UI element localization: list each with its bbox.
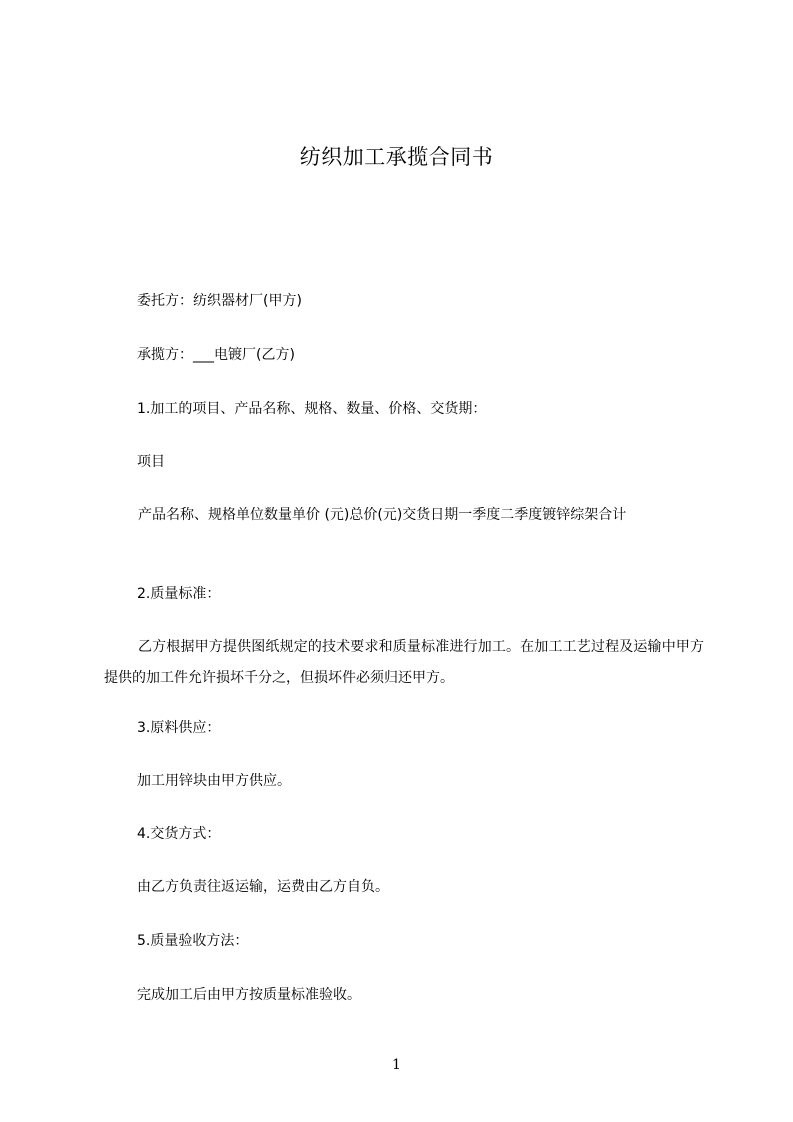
item-table-text: 产品名称、规格单位数量单价 (元)总价(元)交货日期一季度二季度镀锌综架合计 xyxy=(138,507,627,523)
item-label: 项目 xyxy=(137,454,165,470)
section-1-heading: 1.加工的项目、产品名称、规格、数量、价格、交货期： xyxy=(137,401,487,417)
client-line: 委托方：纺织器材厂(甲方) xyxy=(137,293,302,309)
section-4-body: 由乙方负责往返运输，运费由乙方自负。 xyxy=(137,879,389,895)
page-number: 1 xyxy=(392,1057,401,1073)
section-3-body: 加工用锌块由甲方供应。 xyxy=(137,773,291,789)
section-2-body: 乙方根据甲方提供图纸规定的技术要求和质量标准进行加工。在加工工艺过程及运输中甲方提供的加工件允许损坏千分之，但损坏件必须归还甲方。 xyxy=(104,639,704,686)
document-title: 纺织加工承揽合同书 xyxy=(299,145,494,169)
contractor-line: 承揽方：___电镀厂(乙方) xyxy=(137,347,295,363)
section-4-heading: 4.交货方式： xyxy=(137,826,221,842)
section-3-heading: 3.原料供应： xyxy=(137,720,221,736)
section-5-body: 完成加工后由甲方按质量标准验收。 xyxy=(137,987,361,1003)
section-5-heading: 5.质量验收方法： xyxy=(137,933,249,949)
section-2-heading: 2.质量标准： xyxy=(137,586,221,602)
